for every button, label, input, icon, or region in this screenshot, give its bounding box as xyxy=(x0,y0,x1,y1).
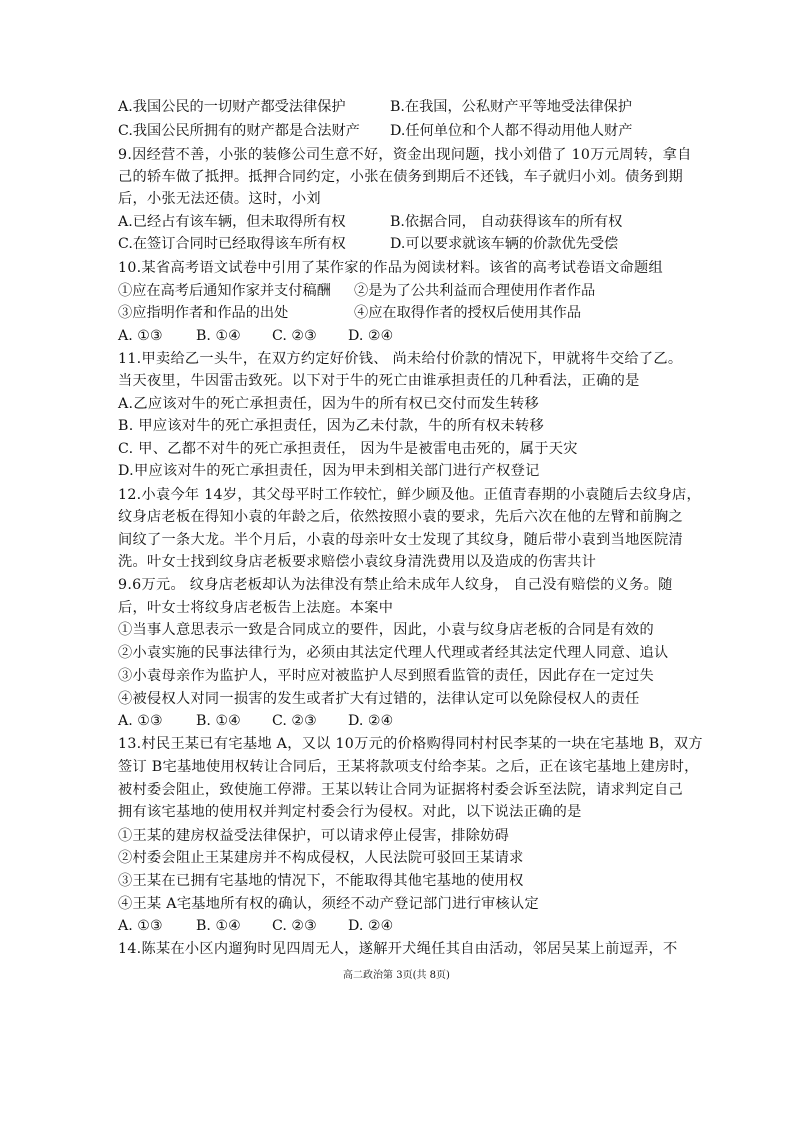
q12-statement-2: ②小袁实施的民事法律行为，必须由其法定代理人代理或者经其法定代理人同意、追认 xyxy=(118,645,669,661)
q10-statement-2: ②是为了公共利益而合理使用作者作品 xyxy=(354,283,596,299)
q14-stem-line-1: 14.陈某在小区内遛狗时见四周无人，遂解开犬绳任其自由活动，邻居吴某上前逗弄，不 xyxy=(118,941,678,957)
q9-option-b: B.依据合同， 自动获得该车的所有权 xyxy=(390,214,623,230)
q10-statement-1: ①应在高考后通知作家并支付稿酬 xyxy=(118,283,331,299)
q10-stem-line-1: 10.某省高考语文试卷中引用了某作家的作品为阅读材料。该省的高考试卷语文命题组 xyxy=(118,260,664,276)
q12-stem-line-6: 后，叶女士将纹身店老板告上法庭。本案中 xyxy=(118,600,394,616)
q8-option-b: B.在我国，公私财产平等地受法律保护 xyxy=(390,99,632,115)
q13-statement-2: ②村委会阻止王某建房并不构成侵权，人民法院可驳回王某请求 xyxy=(118,850,524,866)
q11-option-a: A.乙应该对牛的死亡承担责任，因为牛的所有权已交付而发生转移 xyxy=(118,396,540,412)
q13-stem-line-1: 13.村民王某已有宅基地 A，又以 10万元的价格购得同村村民李某的一块在宅基地 B，双方 xyxy=(118,736,703,752)
page-footer: 高二政治第 3页(共 8页) xyxy=(343,970,450,981)
q9-option-d: D.可以要求就该车辆的价款优先受偿 xyxy=(390,236,619,252)
q9-stem-line-1: 9.因经营不善，小张的装修公司生意不好，资金出现问题，找小刘借了 10万元周转，拿自 xyxy=(118,147,692,163)
q12-stem-line-3: 间纹了一条大龙。半个月后，小袁的母亲叶女士发现了其纹身，随后带小袁到当地医院清 xyxy=(118,532,684,548)
q13-answer-d: D. ②④ xyxy=(348,918,394,934)
q12-statement-4: ④被侵权人对同一损害的发生或者扩大有过错的，法律认定可以免除侵权人的责任 xyxy=(118,691,640,707)
q10-answer-d: D. ②④ xyxy=(348,328,394,344)
q13-statement-4: ④王某 A宅基地所有权的确认，须经不动产登记部门进行审核认定 xyxy=(118,896,540,912)
q12-answer-b: B. ①④ xyxy=(196,713,241,729)
q12-answer-d: D. ②④ xyxy=(348,713,394,729)
q10-statement-3: ③应指明作者和作品的出处 xyxy=(118,305,289,321)
q12-stem-line-2: 纹身店老板在得知小袁的年龄之后，依然按照小袁的要求，先后六次在他的左臂和前胸之 xyxy=(118,509,684,525)
q13-statement-3: ③王某在已拥有宅基地的情况下，不能取得其他宅基地的使用权 xyxy=(118,873,524,889)
q9-options-row-1 xyxy=(118,212,678,232)
q12-answer-c: C. ②③ xyxy=(272,713,317,729)
q10-statements-row-1 xyxy=(118,281,678,301)
q12-answer-a: A. ①③ xyxy=(118,713,163,729)
q12-stem-line-5: 9.6万元。 纹身店老板却认为法律没有禁止给未成年人纹身， 自己没有赔偿的义务。随 xyxy=(118,577,673,593)
q10-answer-b: B. ①④ xyxy=(196,328,241,344)
q11-option-b: B. 甲应该对牛的死亡承担责任，因为乙未付款，牛的所有权未转移 xyxy=(118,418,544,434)
q12-statement-3: ③小袁母亲作为监护人，平时应对被监护人尽到照看监管的责任，因此存在一定过失 xyxy=(118,668,655,684)
q11-option-c: C. 甲、乙都不对牛的死亡承担责任， 因为牛是被雷电击死的，属于天灾 xyxy=(118,441,578,457)
q13-stem-line-2: 签订 B宅基地使用权转让合同后，王某将款项支付给李某。之后，正在该宅基地上建房时， xyxy=(118,759,699,775)
q13-stem-line-4: 拥有该宅基地的使用权并判定村委会行为侵权。对此，以下说法正确的是 xyxy=(118,804,582,820)
q9-stem-line-2: 己的轿车做了抵押。抵押合同约定，小张在债务到期后不还钱，车子就归小刘。债务到期 xyxy=(118,169,684,185)
q13-answer-b: B. ①④ xyxy=(196,918,241,934)
q8-options-row-2 xyxy=(118,121,678,141)
q13-stem-line-3: 被村委会阻止，致使施工停滞。王某以转让合同为证据将村委会诉至法院，请求判定自己 xyxy=(118,782,684,798)
q8-option-a: A.我国公民的一切财产都受法律保护 xyxy=(118,99,346,115)
q12-statement-1: ①当事人意思表示一致是合同成立的要件，因此，小袁与纹身店老板的合同是有效的 xyxy=(118,622,655,638)
q12-stem-line-4: 洗。叶女士找到纹身店老板要求赔偿小袁纹身清洗费用以及造成的伤害共计 xyxy=(118,554,597,570)
q9-option-a: A.已经占有该车辆，但未取得所有权 xyxy=(118,214,346,230)
q11-stem-line-1: 11.甲卖给乙一头牛，在双方约定好价钱、 尚未给付价款的情况下，甲就将牛交给了乙。 xyxy=(118,351,683,367)
q10-statements-row-2 xyxy=(118,303,678,323)
q9-option-c: C.在签订合同时已经取得该车所有权 xyxy=(118,236,346,252)
q10-answer-c: C. ②③ xyxy=(272,328,317,344)
q9-stem-line-3: 后，小张无法还债。这时，小刘 xyxy=(118,191,321,207)
q11-stem-line-2: 当天夜里，牛因雷击致死。以下对于牛的死亡由谁承担责任的几种看法，正确的是 xyxy=(118,373,640,389)
q10-statement-4: ④应在取得作者的授权后使用其作品 xyxy=(354,305,582,321)
q9-options-row-2 xyxy=(118,234,678,254)
q8-option-d: D.任何单位和个人都不得动用他人财产 xyxy=(390,123,633,139)
q10-answer-a: A. ①③ xyxy=(118,328,163,344)
q8-options-row-1 xyxy=(118,97,678,117)
q11-option-d: D.甲应该对牛的死亡承担责任，因为甲未到相关部门进行产权登记 xyxy=(118,463,540,479)
q13-answer-c: C. ②③ xyxy=(272,918,317,934)
q8-option-c: C.我国公民所拥有的财产都是合法财产 xyxy=(118,123,360,139)
q13-statement-1: ①王某的建房权益受法律保护，可以请求停止侵害，排除妨碍 xyxy=(118,828,510,844)
q13-answer-a: A. ①③ xyxy=(118,918,163,934)
q12-stem-line-1: 12.小袁今年 14岁，其父母平时工作较忙，鲜少顾及他。正值青春期的小袁随后去纹身店， xyxy=(118,487,701,503)
